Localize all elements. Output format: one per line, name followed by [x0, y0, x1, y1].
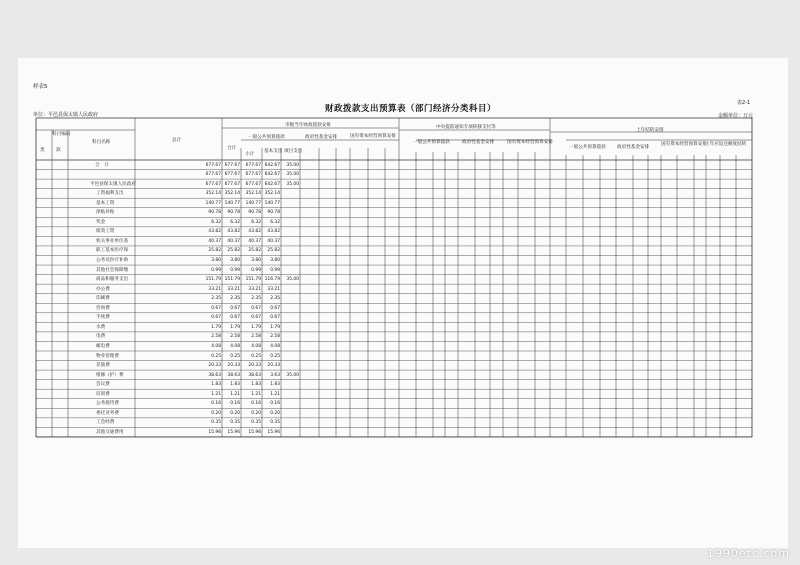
- row-value: 140.77: [245, 200, 261, 206]
- row-value: 35.00: [286, 372, 299, 378]
- table-code: 表2-1: [737, 100, 751, 106]
- document-title: 财政拨款支出预算表（部门经济分类科目）: [325, 104, 497, 114]
- row-value: 0.16: [211, 401, 221, 407]
- row-value: 642.67: [264, 181, 280, 187]
- header-this-year: 市级当年财政拨款安排: [285, 123, 331, 128]
- header-state-capital: 国有资本经营预算安排: [350, 134, 396, 139]
- row-value: 15.96: [248, 429, 261, 435]
- row-value: 352.14: [245, 191, 261, 197]
- row-value: 140.77: [205, 200, 221, 206]
- row-value: 33.21: [227, 286, 240, 292]
- row-value: 0.35: [211, 420, 221, 426]
- row-value: 0.67: [270, 315, 280, 321]
- row-value: 116.79: [264, 277, 280, 283]
- row-value: 3.63: [270, 372, 280, 378]
- row-value: 6.32: [270, 219, 280, 225]
- row-subject-name: 咨询费: [96, 305, 110, 311]
- row-value: 0.20: [251, 410, 261, 416]
- row-value: 35.00: [286, 172, 299, 178]
- header-subject-name: 科目名称: [92, 140, 111, 145]
- row-value: 642.67: [264, 172, 280, 178]
- row-value: 25.82: [208, 248, 221, 254]
- row-value: 1.21: [230, 391, 240, 397]
- header-gp-sub: 小计: [245, 152, 255, 157]
- row-subject-name: 维修（护）费: [96, 372, 124, 378]
- header-item: 款: [56, 148, 61, 153]
- row-value: 0.16: [251, 401, 261, 407]
- row-value: 0.20: [270, 410, 280, 416]
- row-value: 25.82: [267, 248, 280, 254]
- row-subject-name: 其他社会保障缴: [96, 267, 129, 273]
- row-value: 33.21: [248, 286, 261, 292]
- row-subject-name: 培训费: [96, 391, 110, 397]
- row-value: 2.35: [270, 296, 280, 302]
- row-value: 677.67: [245, 181, 261, 187]
- header-total: 总计: [172, 138, 182, 143]
- header-subtotal: 合计: [227, 146, 237, 151]
- row-value: 677.67: [205, 172, 221, 178]
- header-gov-fund: 政府性基金安排: [305, 135, 338, 140]
- row-value: 1.21: [251, 391, 261, 397]
- row-value: 1.79: [251, 324, 261, 330]
- row-value: 677.67: [245, 162, 261, 168]
- row-subject-name: 其他交通费用: [96, 429, 124, 435]
- unit-label: 单位：平邑县保太镇人民政府: [33, 112, 99, 118]
- row-value: 0.67: [211, 305, 221, 311]
- row-value: 1.79: [211, 324, 221, 330]
- row-subject-name: 邮电费: [96, 343, 110, 349]
- row-value: 0.67: [211, 315, 221, 321]
- watermark: 1990etc.com: [706, 547, 790, 560]
- row-value: 151.79: [224, 277, 240, 283]
- row-value: 40.37: [227, 238, 240, 244]
- row-value: 6.32: [211, 219, 221, 225]
- row-value: 38.63: [248, 372, 261, 378]
- row-subject-name: 办公费: [96, 286, 110, 292]
- header-ly-return: 上年应返还额度结转: [705, 142, 747, 147]
- row-value: 90.78: [267, 210, 280, 216]
- row-subject-name: 会议费: [96, 382, 110, 388]
- row-value: 3.80: [211, 258, 221, 263]
- row-value: 0.99: [211, 267, 221, 273]
- row-value: 0.35: [251, 420, 261, 426]
- row-value: 25.82: [227, 248, 240, 254]
- row-value: 6.32: [251, 219, 261, 225]
- row-value: 40.37: [248, 238, 261, 244]
- row-subject-name: 差旅费: [96, 363, 110, 369]
- row-value: 0.99: [251, 267, 261, 273]
- row-value: 677.67: [224, 162, 240, 168]
- header-category: 类: [40, 148, 45, 153]
- header-central-gp: 一般公共预算拨款: [413, 140, 450, 145]
- row-value: 33.21: [267, 286, 280, 292]
- row-value: 1.21: [211, 391, 221, 397]
- header-gp-budget: 一般公共预算拨款: [248, 135, 285, 140]
- row-value: 1.83: [251, 382, 261, 388]
- row-subject-name: 印刷费: [96, 296, 110, 302]
- row-value: 0.67: [230, 315, 240, 321]
- row-subject-name: 商品和服务支出: [96, 277, 129, 283]
- row-value: 90.78: [248, 210, 261, 216]
- row-value: 2.35: [211, 296, 221, 302]
- row-value: 352.14: [264, 191, 280, 197]
- row-value: 1.83: [211, 382, 221, 388]
- row-value: 677.67: [224, 181, 240, 187]
- row-subject-name: 水费: [96, 324, 106, 330]
- header-central: 中央提前通知专项转移支付等: [436, 125, 496, 130]
- row-value: 3.80: [230, 258, 240, 263]
- row-subject-name: 电费: [96, 334, 106, 340]
- header-ly-state: 国有资本经营预算安排: [661, 142, 707, 147]
- row-value: 0.25: [211, 353, 221, 359]
- row-value: 352.14: [224, 191, 240, 197]
- row-value: 4.08: [230, 343, 240, 349]
- row-value: 0.67: [251, 315, 261, 321]
- row-value: 40.37: [208, 238, 221, 244]
- amount-unit: 金额单位：万元: [718, 113, 754, 119]
- row-subject-name: 公务接待费: [96, 401, 119, 407]
- row-value: 90.78: [227, 210, 240, 216]
- header-gp-basic: 基本支出: [264, 149, 283, 154]
- row-value: 15.96: [267, 429, 280, 435]
- row-value: 642.67: [264, 162, 280, 168]
- row-subject-name: 基本工资: [96, 200, 115, 206]
- row-value: 33.21: [208, 286, 221, 292]
- row-value: 4.08: [211, 343, 221, 349]
- row-value: 151.79: [245, 277, 261, 283]
- row-value: 15.96: [208, 429, 221, 435]
- row-subject-name: 津贴补贴: [96, 210, 115, 216]
- row-value: 15.96: [227, 429, 240, 435]
- row-subject-name: 奖金: [96, 219, 106, 225]
- row-value: 38.63: [208, 372, 221, 378]
- row-subject-name: 职工基本医疗保: [96, 248, 129, 254]
- row-value: 35.00: [286, 277, 299, 283]
- row-value: 38.63: [227, 372, 240, 378]
- row-value: 2.58: [270, 334, 280, 340]
- row-subject-name: 公务员医疗补助: [96, 258, 129, 263]
- row-subject-name: 机关事业单位基: [96, 238, 129, 244]
- header-central-gov: 政府性基金安排: [462, 140, 495, 145]
- row-value: 43.82: [208, 229, 221, 235]
- row-value: 43.82: [227, 229, 240, 235]
- row-value: 2.58: [230, 334, 240, 340]
- row-value: 677.67: [205, 162, 221, 168]
- row-value: 6.32: [230, 219, 240, 225]
- row-value: 1.21: [270, 391, 280, 397]
- header-gp-project: 项目支出: [284, 149, 303, 154]
- row-value: 3.80: [251, 258, 261, 263]
- row-value: 0.20: [211, 410, 221, 416]
- header-ly-gp: 一般公共预算拨款: [569, 145, 606, 150]
- row-value: 2.35: [251, 296, 261, 302]
- header-subject-code: 科目编码: [52, 132, 71, 137]
- row-value: 0.99: [270, 267, 280, 273]
- row-value: 677.67: [245, 172, 261, 178]
- row-value: 677.67: [224, 172, 240, 178]
- row-value: 40.37: [267, 238, 280, 244]
- row-value: 0.25: [251, 353, 261, 359]
- row-value: 0.67: [251, 305, 261, 311]
- row-value: 25.82: [248, 248, 261, 254]
- header-last-year: 上年结转安排: [636, 128, 664, 133]
- row-subject-name: 平邑县保太镇人民政府: [90, 181, 136, 187]
- row-value: 1.79: [270, 324, 280, 330]
- row-value: 1.83: [270, 382, 280, 388]
- row-value: 0.99: [230, 267, 240, 273]
- row-value: 20.33: [248, 363, 261, 369]
- row-value: 35.00: [286, 162, 299, 168]
- row-value: 352.14: [205, 191, 221, 197]
- row-value: 0.25: [230, 353, 240, 359]
- row-value: 4.08: [270, 343, 280, 349]
- form-number: 样表5: [33, 84, 48, 90]
- row-value: 0.25: [270, 353, 280, 359]
- row-value: 140.77: [224, 200, 240, 206]
- row-value: 0.20: [230, 410, 240, 416]
- row-subject-name: 手续费: [96, 315, 110, 321]
- row-value: 43.82: [267, 229, 280, 235]
- row-value: 677.67: [205, 181, 221, 187]
- row-value: 90.78: [208, 210, 221, 216]
- row-value: 20.33: [227, 363, 240, 369]
- row-value: 20.33: [267, 363, 280, 369]
- row-value: 0.67: [230, 305, 240, 311]
- row-value: 0.35: [270, 420, 280, 426]
- row-value: 0.67: [270, 305, 280, 311]
- row-value: 0.35: [230, 420, 240, 426]
- row-value: 2.58: [211, 334, 221, 340]
- row-value: 140.77: [264, 200, 280, 206]
- header-ly-gov: 政府性基金安排: [617, 145, 650, 150]
- row-value: 20.33: [208, 363, 221, 369]
- row-value: 4.08: [251, 343, 261, 349]
- row-value: 151.79: [205, 277, 221, 283]
- row-subject-name: 合 计: [95, 162, 109, 168]
- row-subject-name: 物业管理费: [96, 353, 119, 359]
- row-value: 2.58: [251, 334, 261, 340]
- row-value: 3.80: [270, 258, 280, 263]
- header-central-state: 国有资本经营预算安排: [507, 140, 553, 145]
- row-value: 43.82: [248, 229, 261, 235]
- row-value: 0.16: [270, 401, 280, 407]
- row-value: 1.83: [230, 382, 240, 388]
- row-subject-name: 绩效工资: [96, 229, 115, 235]
- row-value: 35.00: [286, 181, 299, 187]
- row-value: 0.16: [230, 401, 240, 407]
- row-subject-name: 工资福利支出: [96, 191, 124, 197]
- row-subject-name: 委托业务费: [96, 410, 119, 416]
- row-value: 1.79: [230, 324, 240, 330]
- row-subject-name: 工会经费: [96, 420, 115, 426]
- row-value: 2.35: [230, 296, 240, 302]
